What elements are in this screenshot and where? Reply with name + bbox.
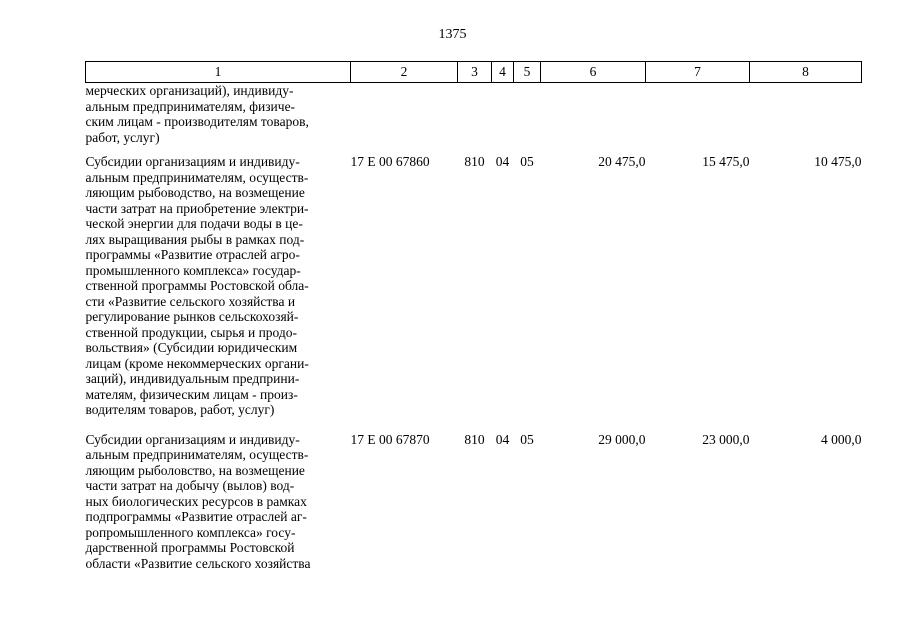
- row-value-6: [541, 83, 646, 155]
- row-value-7: 15 475,0: [702, 154, 750, 169]
- row-description: Субсидии организациям и индивиду- альным предпринимателям, осуществ- ляющим рыболовство, на возмещение части затрат на добычу (вылов) вод- ных биологических ресурсов в рамках подпрограммы «Развитие отраслей аг- ропромышленного комплекса» госу- дарственной программы Ростовской области «Развитие сельского хозяйства: [85, 431, 311, 571]
- row-value-6: 29 000,0: [598, 431, 646, 447]
- header-col-4: 4: [492, 62, 514, 83]
- table-row: [86, 83, 862, 155]
- header-col-5: 5: [514, 62, 541, 83]
- row-col-3: [458, 83, 492, 155]
- row-value-8: 4 000,0: [821, 431, 862, 447]
- row-value-8: [750, 83, 862, 155]
- header-col-1: 1: [86, 62, 351, 83]
- row-col-4: 04: [495, 154, 510, 169]
- row-col-3: 810: [464, 154, 485, 169]
- table-row: [86, 154, 862, 432]
- row-value-7: 23 000,0: [702, 431, 750, 447]
- header-col-6: 6: [541, 62, 646, 83]
- table-row: [86, 432, 862, 572]
- header-col-8: 8: [750, 62, 862, 83]
- header-col-2: 2: [351, 62, 458, 83]
- row-col-4: [492, 83, 514, 155]
- budget-table: [85, 61, 862, 571]
- row-code: 17 Е 00 67860: [350, 154, 430, 169]
- row-value-6: 20 475,0: [598, 154, 646, 169]
- row-description: мерческих организаций), индивиду- альным предпринимателям, физиче- ским лицам - производителям товаров, работ, услуг): [85, 83, 309, 145]
- header-row: [86, 62, 862, 83]
- row-code: 17 Е 00 67870: [350, 431, 430, 447]
- row-value-8: 10 475,0: [814, 154, 862, 169]
- row-value-7: [646, 83, 750, 155]
- header-col-3: 3: [458, 62, 492, 83]
- row-col-4: 04: [495, 431, 510, 447]
- row-col-5: [514, 83, 541, 155]
- row-code: [351, 83, 458, 155]
- row-col-5: 05: [520, 431, 534, 447]
- page-number: 1375: [438, 27, 467, 42]
- header-col-7: 7: [646, 62, 750, 83]
- row-col-5: 05: [520, 154, 534, 169]
- row-col-3: 810: [464, 431, 485, 447]
- row-description: Субсидии организациям и индивиду- альным предпринимателям, осуществ- ляющим рыбоводство, на возмещение части затрат на приобретение электри- ческой энергии для подачи воды в це- лях выращивания рыбы в рамках под- программы «Развитие отраслей агро- промышленного комплекса» государ- ственной программы Ростовской обла- сти «Развитие сельского хозяйства и регулирование рынков сельскохозяй- ственной продукции, сырья и продо- вольствия» (Субсидии юридическим лицам (кроме некоммерческих органи- заций), индивидуальным предприни- мателям, физическим лицам - произ- водителям товаров, работ, услуг): [85, 154, 309, 417]
